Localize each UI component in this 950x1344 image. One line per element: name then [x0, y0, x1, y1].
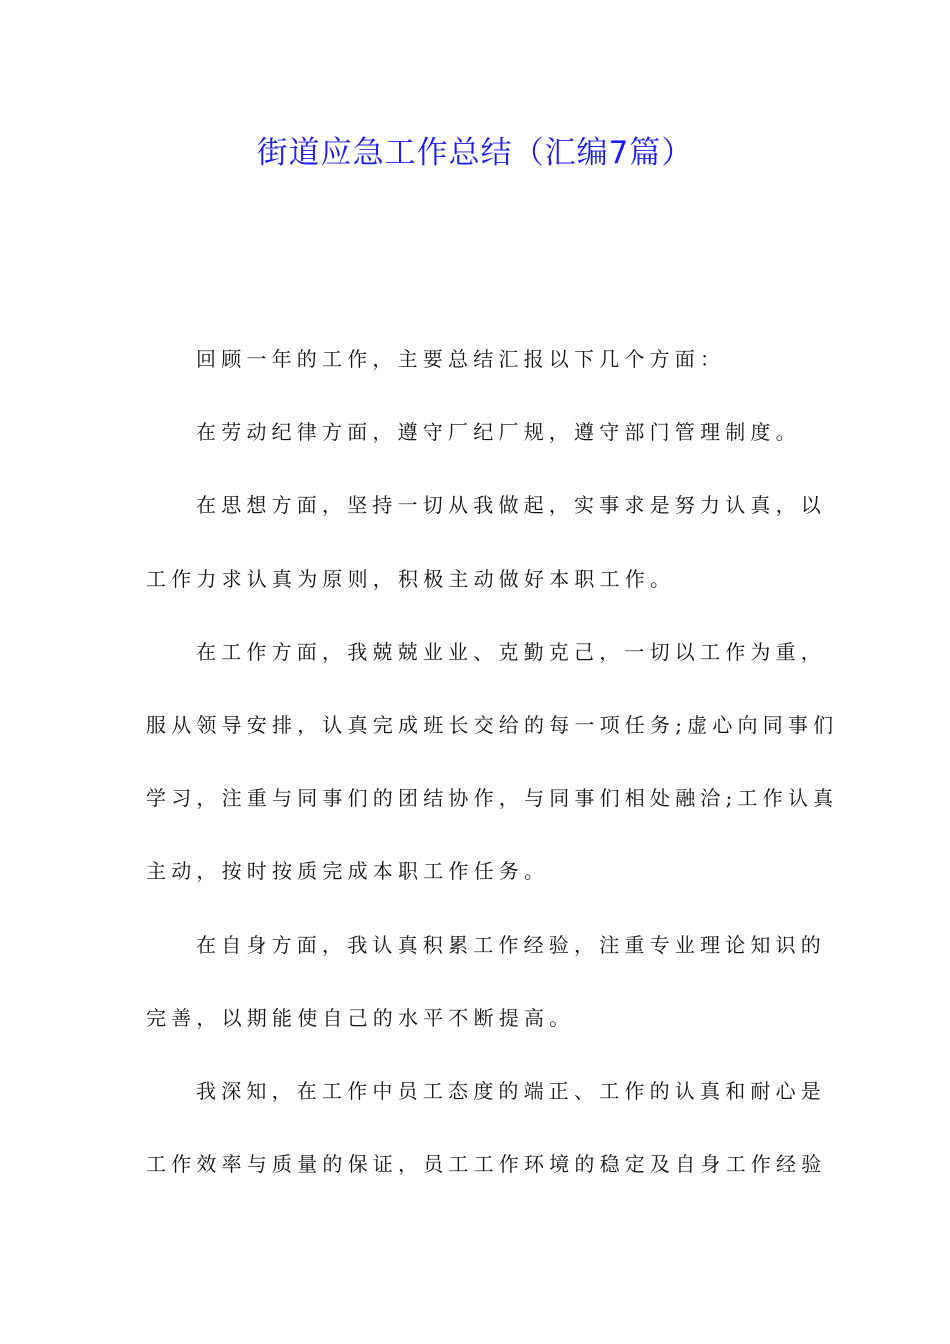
- paragraph-line: 服从领导安排，认真完成班长交给的每一项任务;虚心向同事们: [146, 712, 839, 737]
- paragraph-line: 完善，以期能使自己的水平不断提高。: [146, 1005, 575, 1030]
- paragraph-line: 我深知，在工作中员工态度的端正、工作的认真和耐心是: [196, 1078, 826, 1103]
- paragraph-line: 工作效率与质量的保证，员工工作环境的稳定及自身工作经验: [146, 1152, 827, 1177]
- document-title: 街道应急工作总结（汇编7篇）: [256, 135, 694, 171]
- paragraph-line: 在自身方面，我认真积累工作经验，注重专业理论知识的: [196, 932, 826, 957]
- paragraph-line: 在工作方面，我兢兢业业、克勤克己，一切以工作为重，: [196, 639, 826, 664]
- paragraph-line: 主动，按时按质完成本职工作任务。: [146, 859, 550, 884]
- paragraph-line: 在劳动纪律方面，遵守厂纪厂规，遵守部门管理制度。: [196, 420, 801, 445]
- paragraph-line: 工作力求认真为原则，积极主动做好本职工作。: [146, 566, 676, 591]
- paragraph-line: 在思想方面，坚持一切从我做起，实事求是努力认真，以: [196, 493, 826, 518]
- paragraph-line: 回顾一年的工作，主要总结汇报以下几个方面：: [196, 347, 726, 371]
- document-body: [146, 334, 839, 1212]
- paragraph-line: 学习，注重与同事们的团结协作，与同事们相处融洽;工作认真: [146, 786, 839, 811]
